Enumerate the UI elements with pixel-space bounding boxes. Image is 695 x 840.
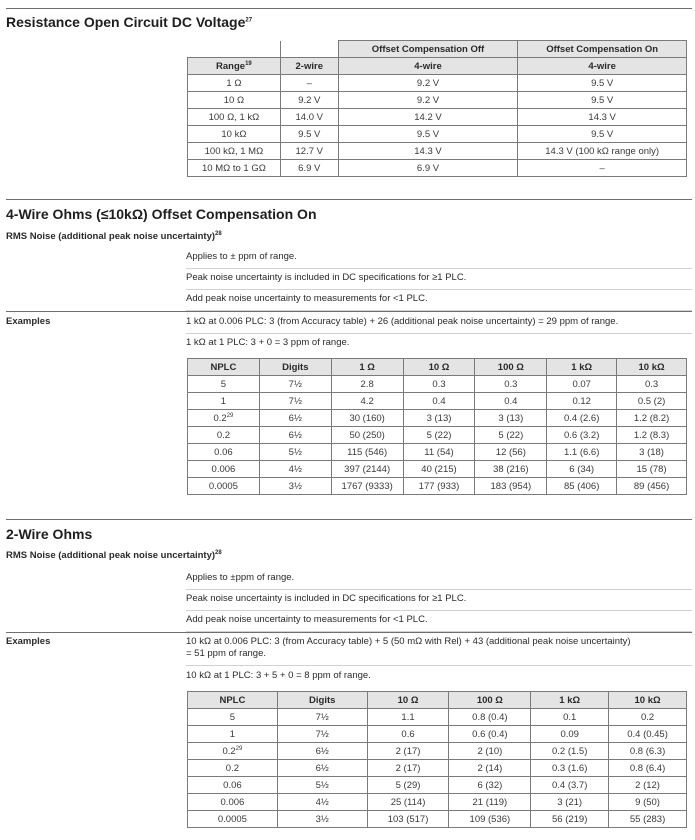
cell: 0.4 (3.7) [531, 777, 609, 794]
example-line: = 51 ppm of range. [186, 648, 267, 659]
cell: 9.5 V [518, 92, 687, 109]
cell: 12 (56) [475, 444, 547, 461]
cell: 9.5 V [518, 75, 687, 92]
table-row [188, 143, 687, 160]
table-row [188, 126, 687, 143]
cell: 0.06 [188, 777, 278, 794]
cell: 9 (50) [609, 794, 687, 811]
cell: 14.0 V [280, 109, 338, 126]
example-line: 10 kΩ at 0.006 PLC: 3 (from Accuracy table) + 5 (50 mΩ with Rel) + 43 (additional peak noise uncertainty) [186, 636, 631, 647]
cell: 109 (536) [449, 811, 531, 828]
cell: 10 MΩ to 1 GΩ [188, 160, 281, 177]
note: Peak noise uncertainty is included in DC specifications for ≥1 PLC. [186, 272, 692, 290]
cell: 1 [188, 393, 260, 410]
note: Peak noise uncertainty is included in DC specifications for ≥1 PLC. [186, 593, 692, 611]
group-header-on: Offset Compensation On [518, 41, 687, 58]
table-row [188, 726, 687, 743]
cell: 6.9 V [338, 160, 518, 177]
cell: 2 (17) [367, 760, 449, 777]
examples-label: Examples [6, 316, 51, 327]
table-row [188, 811, 687, 828]
cell: 7½ [259, 393, 331, 410]
note: Applies to ±ppm of range. [186, 572, 692, 590]
col-header: 100 Ω [475, 359, 547, 376]
cell: 7½ [277, 726, 367, 743]
footnote-ref: 19 [245, 60, 252, 67]
table-row [188, 109, 687, 126]
section-title [6, 13, 252, 31]
cell: 0.1 [531, 709, 609, 726]
cell: 12.7 V [280, 143, 338, 160]
note: Applies to ± ppm of range. [186, 251, 692, 269]
table-row [188, 393, 687, 410]
cell: 50 (250) [331, 427, 403, 444]
divider [6, 311, 692, 312]
cell: 0.0005 [188, 811, 278, 828]
example: 1 kΩ at 1 PLC: 3 + 0 = 3 ppm of range. [186, 337, 350, 348]
note: Add peak noise uncertainty to measurements for <1 PLC. [186, 293, 692, 311]
table-row [188, 376, 687, 393]
cell: 9.2 V [338, 75, 518, 92]
cell: 183 (954) [475, 478, 547, 495]
cell-text: 0.2 [213, 412, 227, 424]
cell: 14.3 V (100 kΩ range only) [518, 143, 687, 160]
cell: 2 (12) [609, 777, 687, 794]
cell: 5 (22) [475, 427, 547, 444]
cell: 5 [188, 376, 260, 393]
cell: 0.8 (6.3) [609, 743, 687, 760]
cell: 9.2 V [280, 92, 338, 109]
cell: 25 (114) [367, 794, 449, 811]
cell: 397 (2144) [331, 461, 403, 478]
cell: 4.2 [331, 393, 403, 410]
cell: 11 (54) [403, 444, 475, 461]
cell: 10 kΩ [188, 126, 281, 143]
cell: 9.5 V [280, 126, 338, 143]
col-header-range [188, 58, 281, 75]
cell: 5½ [259, 444, 331, 461]
table-row [188, 709, 687, 726]
table-row [188, 777, 687, 794]
cell: 0.2 [188, 427, 260, 444]
cell: 6½ [259, 427, 331, 444]
table-row [188, 794, 687, 811]
cell: 0.12 [547, 393, 617, 410]
cell: 2 (10) [449, 743, 531, 760]
4wire-noise-table [187, 358, 687, 495]
cell: 0.06 [188, 444, 260, 461]
cell: 0.3 [403, 376, 475, 393]
cell: 2.8 [331, 376, 403, 393]
cell [188, 410, 260, 427]
col-header-text: Range [216, 60, 246, 72]
cell: 100 kΩ, 1 MΩ [188, 143, 281, 160]
cell: 0.2 (1.5) [531, 743, 609, 760]
open-circuit-voltage-table [187, 40, 687, 177]
cell: 7½ [259, 376, 331, 393]
cell: 6.9 V [280, 160, 338, 177]
cell: – [280, 75, 338, 92]
cell: 1 [188, 726, 278, 743]
table-row [188, 427, 687, 444]
cell: 5 (29) [367, 777, 449, 794]
cell: 1.2 (8.2) [617, 410, 687, 427]
col-header-nplc: NPLC [188, 359, 260, 376]
cell: 4½ [259, 461, 331, 478]
section-title: 4-Wire Ohms (≤10kΩ) Offset Compensation On [6, 206, 317, 222]
cell: 3 (21) [531, 794, 609, 811]
cell-text: 0.2 [222, 745, 236, 757]
footnote-ref: 27 [245, 17, 253, 24]
section-title-text: Resistance Open Circuit DC Voltage [6, 14, 246, 30]
cell: 9.5 V [338, 126, 518, 143]
cell: 6½ [277, 760, 367, 777]
cell [188, 743, 278, 760]
col-header-4wire-on: 4-wire [518, 58, 687, 75]
cell: 0.0005 [188, 478, 260, 495]
col-header: 1 kΩ [531, 692, 609, 709]
cell: 0.4 (0.45) [609, 726, 687, 743]
cell: 0.6 (3.2) [547, 427, 617, 444]
cell: 89 (456) [617, 478, 687, 495]
cell: 1.1 (6.6) [547, 444, 617, 461]
cell: 6 (32) [449, 777, 531, 794]
cell: 103 (517) [367, 811, 449, 828]
cell: 15 (78) [617, 461, 687, 478]
cell: 5 [188, 709, 278, 726]
cell: 5 (22) [403, 427, 475, 444]
cell: 7½ [277, 709, 367, 726]
table-row [188, 444, 687, 461]
cell: 0.6 [367, 726, 449, 743]
col-header: 100 Ω [449, 692, 531, 709]
cell: 2 (17) [367, 743, 449, 760]
cell: 9.5 V [518, 126, 687, 143]
cell: 1767 (9333) [331, 478, 403, 495]
cell: 10 Ω [188, 92, 281, 109]
cell: 14.3 V [518, 109, 687, 126]
cell: 14.2 V [338, 109, 518, 126]
cell: 0.3 [475, 376, 547, 393]
cell: 55 (283) [609, 811, 687, 828]
table-row [188, 92, 687, 109]
cell: 38 (216) [475, 461, 547, 478]
cell: 115 (546) [331, 444, 403, 461]
table-row [188, 461, 687, 478]
note: Add peak noise uncertainty to measurements for <1 PLC. [186, 614, 692, 632]
cell: 6½ [259, 410, 331, 427]
cell: – [518, 160, 687, 177]
example: 1 kΩ at 0.006 PLC: 3 (from Accuracy table) + 26 (additional peak noise uncertainty) = 29 ppm of range. [186, 316, 692, 334]
footnote-ref: 28 [215, 549, 222, 556]
subtitle-text: RMS Noise (additional peak noise uncertainty) [6, 550, 216, 561]
footnote-ref: 29 [226, 412, 234, 419]
footnote-ref: 28 [215, 230, 222, 237]
col-header: 1 Ω [331, 359, 403, 376]
divider [6, 632, 692, 633]
table-row [188, 743, 687, 760]
cell: 85 (406) [547, 478, 617, 495]
section-title: 2-Wire Ohms [6, 526, 93, 542]
2wire-noise-table [187, 691, 687, 828]
cell: 3 (18) [617, 444, 687, 461]
cell: 0.4 [475, 393, 547, 410]
cell: 30 (160) [331, 410, 403, 427]
col-header-nplc: NPLC [188, 692, 278, 709]
section-subtitle [6, 231, 222, 242]
cell: 0.8 (6.4) [609, 760, 687, 777]
empty-header [188, 41, 281, 58]
cell: 1 Ω [188, 75, 281, 92]
cell: 0.3 (1.6) [531, 760, 609, 777]
col-header: 10 Ω [403, 359, 475, 376]
cell: 2 (14) [449, 760, 531, 777]
cell: 0.5 (2) [617, 393, 687, 410]
cell: 56 (219) [531, 811, 609, 828]
cell: 0.07 [547, 376, 617, 393]
table-row [188, 410, 687, 427]
cell: 1.2 (8.3) [617, 427, 687, 444]
col-header: 10 kΩ [609, 692, 687, 709]
cell: 5½ [277, 777, 367, 794]
cell: 3½ [259, 478, 331, 495]
examples-label: Examples [6, 636, 51, 647]
cell: 0.6 (0.4) [449, 726, 531, 743]
cell: 3 (13) [403, 410, 475, 427]
cell: 0.8 (0.4) [449, 709, 531, 726]
table-row [188, 478, 687, 495]
table-row [188, 160, 687, 177]
example [186, 636, 692, 666]
cell: 100 Ω, 1 kΩ [188, 109, 281, 126]
col-header-2wire: 2-wire [280, 58, 338, 75]
section-subtitle [6, 550, 222, 561]
subtitle-text: RMS Noise (additional peak noise uncertainty) [6, 231, 216, 242]
empty-header [280, 41, 338, 58]
cell: 0.006 [188, 461, 260, 478]
cell: 0.2 [609, 709, 687, 726]
col-header-4wire-off: 4-wire [338, 58, 518, 75]
col-header: 10 kΩ [617, 359, 687, 376]
cell: 3 (13) [475, 410, 547, 427]
cell: 1.1 [367, 709, 449, 726]
cell: 177 (933) [403, 478, 475, 495]
cell: 0.3 [617, 376, 687, 393]
cell: 0.4 [403, 393, 475, 410]
cell: 21 (119) [449, 794, 531, 811]
cell: 0.09 [531, 726, 609, 743]
cell: 6½ [277, 743, 367, 760]
example: 10 kΩ at 1 PLC: 3 + 5 + 0 = 8 ppm of range. [186, 670, 371, 681]
cell: 0.4 (2.6) [547, 410, 617, 427]
footnote-ref: 29 [235, 745, 243, 752]
cell: 9.2 V [338, 92, 518, 109]
cell: 3½ [277, 811, 367, 828]
cell: 6 (34) [547, 461, 617, 478]
cell: 40 (215) [403, 461, 475, 478]
group-header-off: Offset Compensation Off [338, 41, 518, 58]
col-header-digits: Digits [259, 359, 331, 376]
cell: 0.006 [188, 794, 278, 811]
cell: 14.3 V [338, 143, 518, 160]
table-row [188, 75, 687, 92]
col-header: 10 Ω [367, 692, 449, 709]
table-row [188, 760, 687, 777]
cell: 0.2 [188, 760, 278, 777]
cell: 4½ [277, 794, 367, 811]
col-header-digits: Digits [277, 692, 367, 709]
col-header: 1 kΩ [547, 359, 617, 376]
